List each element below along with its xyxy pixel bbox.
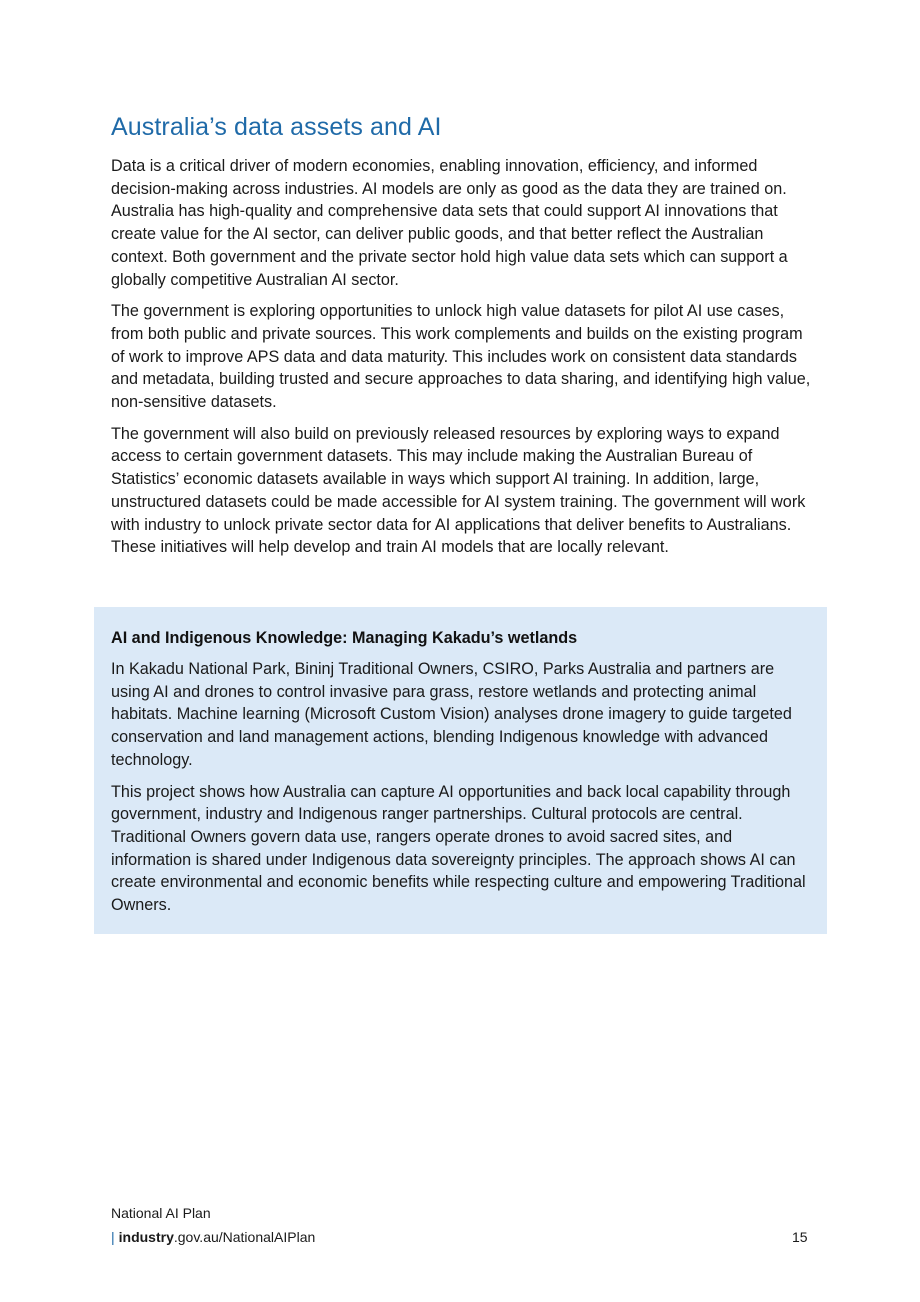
- callout-paragraph: This project shows how Australia can capture AI opportunities and back local capability through government, industry and Indigenous ranger partnerships. Cultural protocols are central. Traditional Owners govern data use, rangers operate drones to avoid sacred sites, and information is shared under Indigenous data sovereignty principles. The approach shows AI can create environmental and economic benefits while respecting culture and empowering Traditional Owners.: [111, 782, 806, 915]
- callout-paragraph: In Kakadu National Park, Bininj Traditional Owners, CSIRO, Parks Australia and partners are using AI and drones to control invasive para grass, restore wetlands and protecting animal habitats. Machine learning (Microsoft Custom Vision) analyses drone imagery to guide targeted conservation and land management actions, blending Indigenous knowledge with advanced technology.: [111, 660, 792, 769]
- footer-link[interactable]: [111, 1229, 315, 1245]
- page-title: Australia’s data assets and AI: [111, 113, 442, 141]
- footer-document-title: National AI Plan: [111, 1205, 211, 1221]
- page-number: 15: [792, 1229, 808, 1245]
- footer-url-bold: industry: [118, 1229, 174, 1245]
- callout-heading: AI and Indigenous Knowledge: Managing Kakadu’s wetlands: [111, 629, 578, 647]
- case-study-callout: [94, 607, 827, 934]
- body-paragraph: The government will also build on previously released resources by exploring ways to expand access to certain government datasets. This may include making the Australian Bureau of Statistics’ economic datasets available in ways which support AI training. In addition, large, unstructured datasets could be made accessible for AI system training. The government will work with industry to unlock private sector data for AI applications that deliver benefits to Australians. These initiatives will help develop and train AI models that are locally relevant.: [111, 424, 806, 557]
- footer-separator: |: [111, 1229, 115, 1245]
- body-paragraph: Data is a critical driver of modern economies, enabling innovation, efficiency, and informed decision-making across industries. AI models are only as good as the data they are trained on. Australia has high-quality and comprehensive data sets that could support AI innovations that create value for the AI sector, can deliver public goods, and that better reflect the Australian context. Both government and the private sector hold high value data sets which can support a globally competitive Australian AI sector.: [111, 157, 788, 289]
- body-paragraph: The government is exploring opportunities to unlock high value datasets for pilot AI use cases, from both public and private sources. This work complements and builds on the existing program of work to improve APS data and data maturity. This includes work on consistent data standards and metadata, building trusted and secure approaches to data sharing, and identifying high value, non-sensitive datasets.: [111, 302, 811, 412]
- section-body: [111, 155, 811, 568]
- footer-url-rest: .gov.au/NationalAIPlan: [173, 1229, 316, 1245]
